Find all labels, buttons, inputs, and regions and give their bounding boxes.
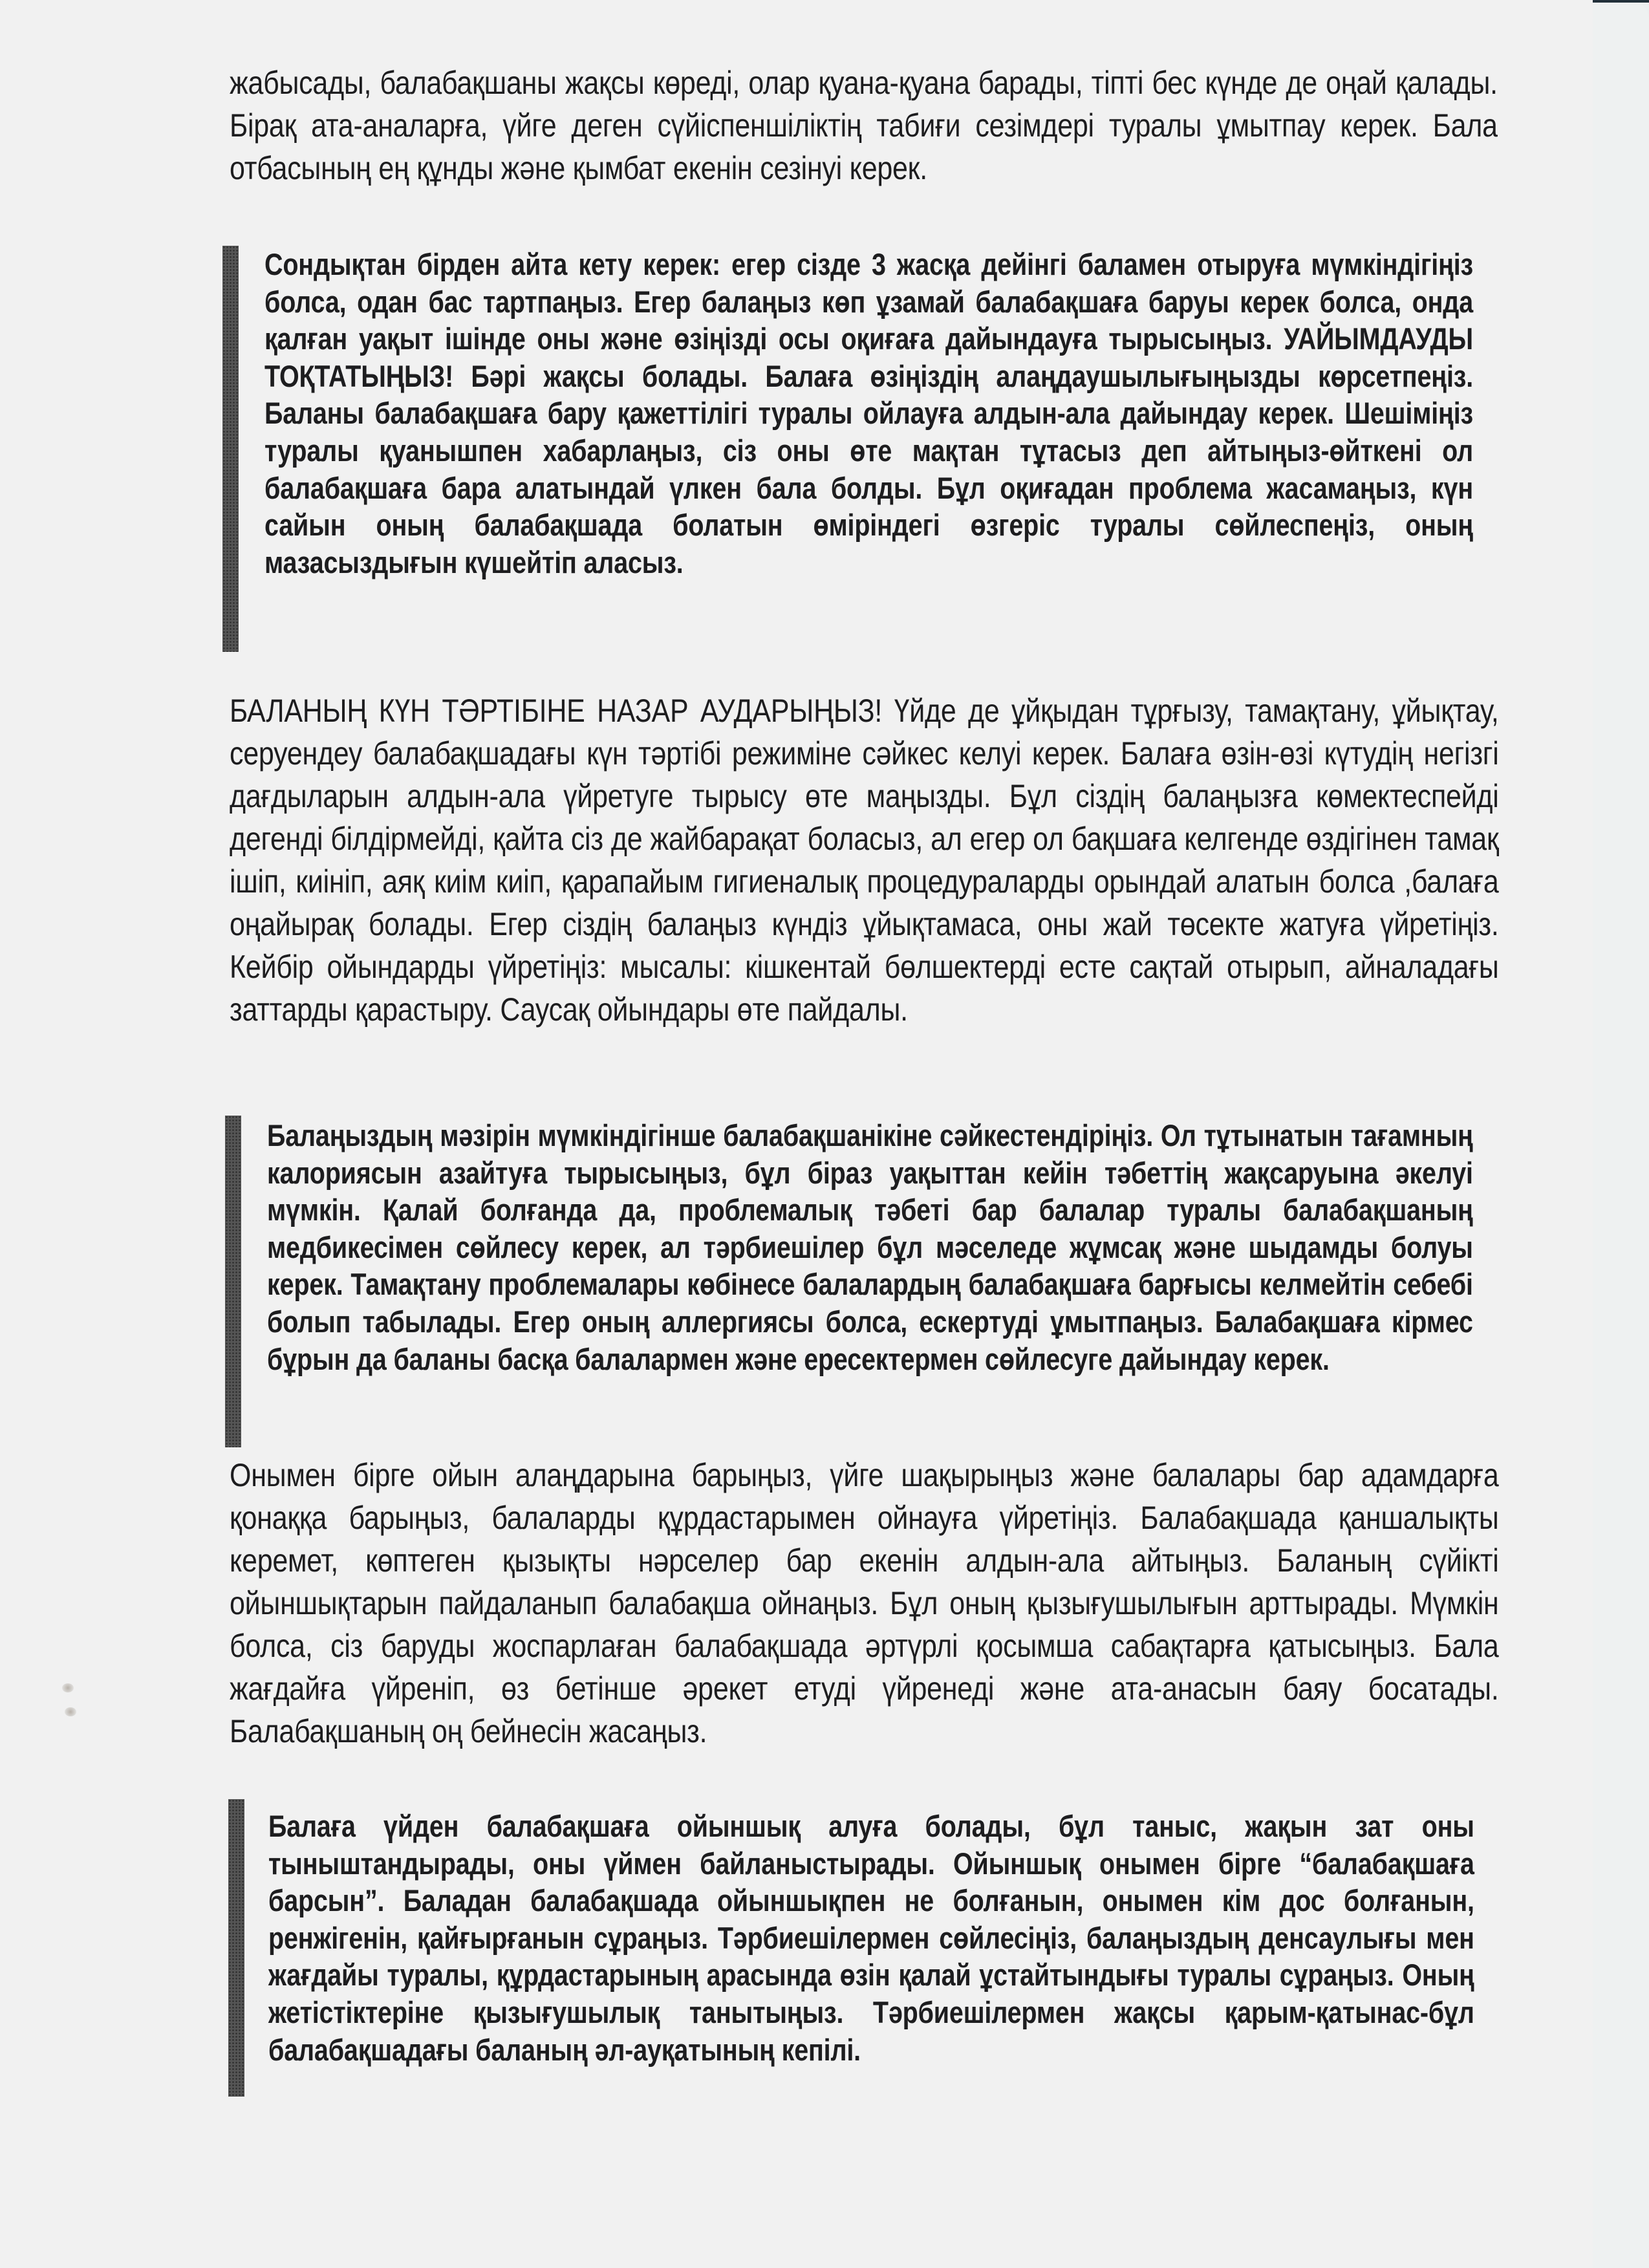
callout-bar-2 (225, 1116, 241, 1447)
callout-paragraph-3: Балаға үйден балабақшаға ойыншық алуға болады, бұл таныс, жақын зат оны тыныштандырады, оны үймен байланыстырады. Ойыншық онымен бірге “балабақшаға барсын”. Баладан балабақшада ойыншықпен не болғанын, онымен кім дос болғанын, ренжігенін, қайғырғанын сұраңыз. Тәрбиешілермен сөйлесіңіз, балаңыздың денсаулығы мен жағдайы туралы, құрдастарының арасында өзін қалай ұстайтындығы туралы сұраңыз. Оның жетістіктеріне қызығушылық танытыңыз. Тәрбиешілермен жақсы қарым-қатынас-бұл балабақшадағы баланың әл-ауқатының кепілі. (268, 1809, 1474, 2067)
staple-mark (65, 1707, 76, 1716)
scanner-background-top (1593, 0, 1649, 3)
body-paragraph-1: жабысады, балабақшаны жақсы көреді, олар қуана-қуана барады, тіпті бес күнде де оңай қалады. Бірақ ата-аналарға, үйге деген сүйіспеншіліктің табиғи сезімдері туралы ұмытпау керек. Бала отбасының ең құнды және қымбат екенін сезінуі керек. (230, 65, 1498, 186)
body-paragraph-2: БАЛАНЫҢ КҮН ТӘРТІБІНЕ НАЗАР АУДАРЫҢЫЗ! Үйде де ұйқыдан тұрғызу, тамақтану, ұйықтау, серуендеу балабақшадағы күн тәртібі режиміне сәйкес келуі керек. Балаға өзін-өзі күтудің негізгі дағдыларын алдын-ала үйретуге тырысу өте маңызды. Бұл сіздің балаңызға көмектеспейді дегенді білдірмейді, қайта сіз де жайбарақат боласыз, ал егер ол бақшаға келгенде өздігінен тамақ ішіп, киініп, аяқ киім киіп, қарапайым гигиеналық процедураларды орындай алатын болса ,балаға оңайырақ болады. Егер сіздің балаңыз күндіз ұйықтамаса, оны жай төсекте жатуға үйретіңіз. Кейбір ойындарды үйретіңіз: мысалы: кішкентай бөлшектерді есте сақтай отырып, айналадағы заттарды қарастыру. Саусақ ойындары өте пайдалы. (230, 693, 1499, 1028)
callout-paragraph-1: Сондықтан бірден айта кету керек: егер сізде 3 жасқа дейінгі баламен отыруға мүмкіндігіңіз болса, одан бас тартпаңыз. Егер балаңыз көп ұзамай балабақшаға баруы керек болса, онда қалған уақыт ішінде оны және өзіңізді осы оқиғаға дайындауға тырысыңыз. УАЙЫМДАУДЫ ТОҚТАТЫҢЫЗ! Бәрі жақсы болады. Балаға өзіңіздің алаңдаушылығыңызды көрсетпеңіз. Баланы балабақшаға бару қажеттілігі туралы ойлауға алдын-ала дайындау керек. Шешіміңіз туралы қуанышпен хабарлаңыз, сіз оны өте мақтан тұтасыз деп айтыңыз-өйткені ол балабақшаға бара алатындай үлкен бала болды. Бұл оқиғадан проблема жасамаңыз, күн сайын оның балабақшада болатын өміріндегі өзгеріс туралы сөйлеспеңіз, оның мазасыздығын күшейтіп аласыз. (264, 247, 1473, 579)
scanner-background-edge (1593, 0, 1649, 2268)
callout-bar-1 (222, 246, 239, 652)
callout-paragraph-2: Балаңыздың мәзірін мүмкіндігінше балабақшанікіне сәйкестендіріңіз. Ол тұтынатын тағамның калориясын азайтуға тырысыңыз, бұл біраз уақыттан кейін тәбеттің жақсаруына әкелуі мүмкін. Қалай болғанда да, проблемалық тәбеті бар балалар туралы балабақшаның медбикесімен сөйлесу керек, ал тәрбиешілер бұл мәселеде жұмсақ және шыдамды болуы керек. Тамақтану проблемалары көбінесе балалардың балабақшаға барғысы келмейтін себебі болып табылады. Егер оның аллергиясы болса, ескертуді ұмытпаңыз. Балабақшаға кірмес бұрын да баланы басқа балалармен және ересектермен сөйлесуге дайындау керек. (267, 1118, 1473, 1376)
body-paragraph-3: Онымен бірге ойын алаңдарына барыңыз, үйге шақырыңыз және балалары бар адамдарға қонаққа барыңыз, балаларды құрдастарымен ойнауға үйретіңіз. Балабақшада қаншалықты керемет, көптеген қызықты нәрселер бар екенін алдын-ала айтыңыз. Баланың сүйікті ойыншықтарын пайдаланып балабақша ойнаңыз. Бұл оның қызығушылығын арттырады. Мүмкін болса, сіз баруды жоспарлаған балабақшада әртүрлі қосымша сабақтарға қатысыңыз. Бала жағдайға үйреніп, өз бетінше әрекет етуді үйренеді және ата-анасын баяу босатады. Балабақшаның оң бейнесін жасаңыз. (230, 1457, 1499, 1749)
callout-bar-3 (228, 1799, 244, 2097)
staple-mark (62, 1683, 74, 1692)
